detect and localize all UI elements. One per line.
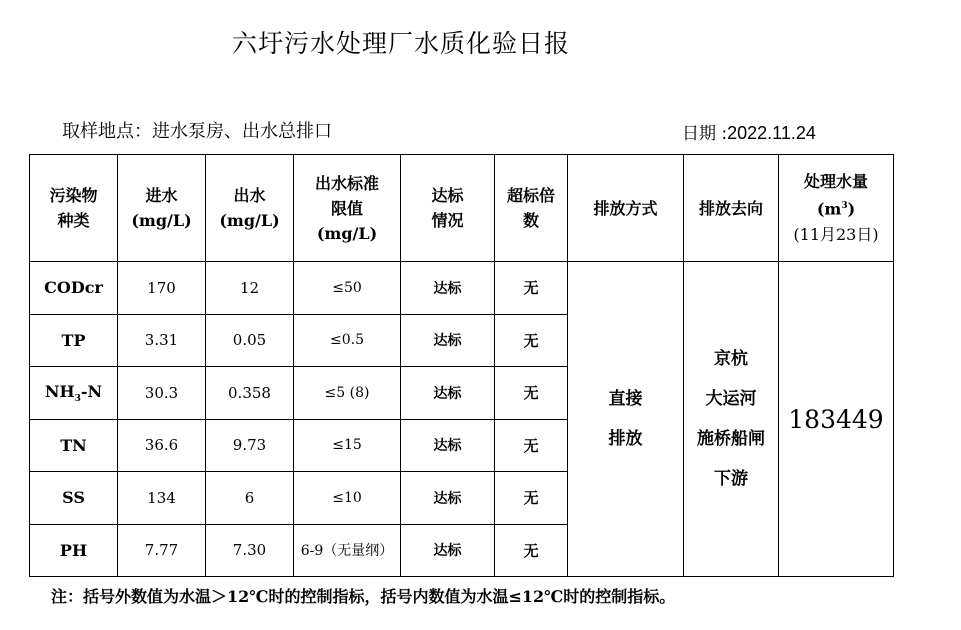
compliance-status: 达标 [401,472,495,525]
compliance-status: 达标 [401,419,495,472]
effluent-value: 0.358 [206,367,294,420]
compliance-status: 达标 [401,524,495,577]
table-header-row [30,155,894,262]
header-effluent: 出水 (mg/L) [206,155,294,262]
exceed-multiple: 无 [495,419,568,472]
pollutant-name: TN [30,419,118,472]
standard-limit: ≤10 [294,472,401,525]
pollutant-name: TP [30,314,118,367]
report-date [682,119,816,144]
header-compliance: 达标 情况 [401,155,495,262]
report-title: 六圩污水处理厂水质化验日报 [232,29,571,58]
pollutant-name: $NH_3-N$ [30,367,118,420]
influent-value: 30.3 [118,367,206,420]
effluent-value: 7.30 [206,524,294,577]
exceed-multiple: 无 [495,262,568,315]
effluent-value: 6 [206,472,294,525]
discharge-destination: 京杭 大运河 施桥船闸 下游 [684,262,779,577]
standard-limit: ≤50 [294,262,401,315]
standard-limit: 6-9（无量纲） [294,524,401,577]
effluent-value: 12 [206,262,294,315]
pollutant-name: SS [30,472,118,525]
date-label: 日期 : [682,124,728,144]
header-influent: 进水 (mg/L) [118,155,206,262]
exceed-multiple: 无 [495,314,568,367]
header-pollutant: 污染物 种类 [30,155,118,262]
header-discharge-method: 排放方式 [568,155,684,262]
influent-value: 36.6 [118,419,206,472]
compliance-status: 达标 [401,262,495,315]
exceed-multiple: 无 [495,524,568,577]
effluent-value: 0.05 [206,314,294,367]
effluent-value: 9.73 [206,419,294,472]
sampling-location: 取样地点：进水泵房、出水总排口 [62,121,332,142]
pollutant-name: PH [30,524,118,577]
compliance-status: 达标 [401,367,495,420]
header-standard: 出水标准 限值 (mg/L) [294,155,401,262]
compliance-status: 达标 [401,314,495,367]
influent-value: 3.31 [118,314,206,367]
influent-value: 134 [118,472,206,525]
date-value: 2022.11.24 [727,123,816,143]
exceed-multiple: 无 [495,472,568,525]
standard-limit: ≤5 (8) [294,367,401,420]
influent-value: 7.77 [118,524,206,577]
header-volume: 处理水量 $(m^3)$ (11月23日) [779,155,894,262]
table-row [30,262,894,315]
standard-limit: ≤0.5 [294,314,401,367]
treated-volume: 183449 [779,262,894,577]
header-exceed: 超标倍 数 [495,155,568,262]
influent-value: 170 [118,262,206,315]
standard-limit: ≤15 [294,419,401,472]
exceed-multiple: 无 [495,367,568,420]
footnote: 注：括号外数值为水温＞12℃时的控制指标，括号内数值为水温≤12℃时的控制指标。 [51,587,676,606]
water-quality-table [29,154,894,577]
discharge-method: 直接 排放 [568,262,684,577]
pollutant-name: CODcr [30,262,118,315]
header-discharge-destination: 排放去向 [684,155,779,262]
